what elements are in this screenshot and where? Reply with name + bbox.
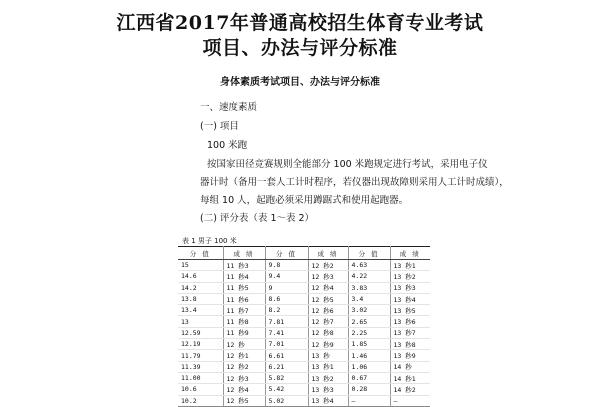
- table-row: [178, 316, 430, 327]
- score-cell: 4.63: [348, 260, 390, 271]
- result-cell: 12 秒5: [308, 293, 348, 304]
- score-cell: 1.46: [348, 350, 390, 361]
- column-header: 成 绩: [390, 247, 430, 260]
- table-row: [178, 305, 430, 316]
- score-cell: 11.00: [178, 372, 223, 383]
- score-cell: 14.6: [178, 271, 223, 282]
- score-cell: 13.8: [178, 293, 223, 304]
- result-cell: 11 秒3: [223, 260, 265, 271]
- score-table-container: [178, 236, 430, 407]
- item-100m: 100 米跑: [207, 140, 248, 151]
- score-cell: 10.6: [178, 384, 223, 395]
- result-cell: 13 秒5: [390, 305, 430, 316]
- result-cell: 12 秒3: [308, 271, 348, 282]
- score-cell: 10.2: [178, 395, 223, 406]
- body-text-line: 按国家田径竞赛规则全能部分 100 米跑规定进行考试，采用电子仪: [207, 159, 488, 170]
- score-cell: 1.85: [348, 339, 390, 350]
- table-row: [178, 361, 430, 372]
- result-cell: 12 秒8: [308, 327, 348, 338]
- table-row: [178, 293, 430, 304]
- table-row: [178, 384, 430, 395]
- score-cell: 7.01: [265, 339, 308, 350]
- result-cell: 13 秒2: [390, 271, 430, 282]
- heading-item: (一) 项目: [200, 121, 239, 132]
- score-cell: 11.39: [178, 361, 223, 372]
- result-cell: 12 秒9: [308, 339, 348, 350]
- table-caption: 表 1 男子 100 米: [182, 237, 237, 245]
- result-cell: 12 秒6: [308, 305, 348, 316]
- score-cell: 7.41: [265, 327, 308, 338]
- result-cell: 13 秒1: [390, 260, 430, 271]
- table-row: [178, 372, 430, 383]
- score-cell: —: [348, 395, 390, 406]
- table-row: [178, 350, 430, 361]
- score-cell: 3.02: [348, 305, 390, 316]
- result-cell: 14 秒: [390, 361, 430, 372]
- score-cell: 6.61: [265, 350, 308, 361]
- score-cell: 6.21: [265, 361, 308, 372]
- score-cell: 8.6: [265, 293, 308, 304]
- score-cell: 9.8: [265, 260, 308, 271]
- result-cell: 13 秒4: [308, 395, 348, 406]
- table-row: [178, 282, 430, 293]
- result-cell: 12 秒1: [223, 350, 265, 361]
- result-cell: 11 秒8: [223, 316, 265, 327]
- result-cell: 12 秒2: [223, 361, 265, 372]
- result-cell: 13 秒3: [390, 282, 430, 293]
- result-cell: 12 秒4: [223, 384, 265, 395]
- section-title: 身体素质考试项目、办法与评分标准: [220, 77, 380, 88]
- score-cell: 12.59: [178, 327, 223, 338]
- result-cell: 13 秒4: [390, 293, 430, 304]
- result-cell: 13 秒8: [390, 339, 430, 350]
- score-cell: 5.82: [265, 372, 308, 383]
- column-header: 成 绩: [223, 247, 265, 260]
- document-subtitle: 项目、办法与评分标准: [202, 37, 398, 59]
- score-cell: 3.83: [348, 282, 390, 293]
- score-cell: 5.42: [265, 384, 308, 395]
- result-cell: 12 秒5: [223, 395, 265, 406]
- table-body: [178, 260, 430, 407]
- result-cell: 12 秒2: [308, 260, 348, 271]
- result-cell: 11 秒9: [223, 327, 265, 338]
- score-cell: 1.06: [348, 361, 390, 372]
- score-cell: 11.79: [178, 350, 223, 361]
- result-cell: 12 秒4: [308, 282, 348, 293]
- body-text-line: 器计时（备用一套人工计时程序，若仪器出现故障则采用人工计时成绩），: [200, 177, 509, 188]
- document-title: 江西省2017年普通高校招生体育专业考试: [116, 12, 484, 34]
- score-cell: 8.2: [265, 305, 308, 316]
- result-cell: 11 秒5: [223, 282, 265, 293]
- score-cell: 0.67: [348, 372, 390, 383]
- score-table: [178, 246, 430, 407]
- score-cell: 7.81: [265, 316, 308, 327]
- result-cell: 13 秒7: [390, 327, 430, 338]
- score-cell: 15: [178, 260, 223, 271]
- table-header-row: [178, 247, 430, 260]
- result-cell: 14 秒2: [390, 384, 430, 395]
- result-cell: 13 秒1: [308, 361, 348, 372]
- score-cell: 14.2: [178, 282, 223, 293]
- score-cell: 5.02: [265, 395, 308, 406]
- result-cell: 12 秒7: [308, 316, 348, 327]
- table-row: [178, 260, 430, 271]
- score-cell: 13: [178, 316, 223, 327]
- score-cell: 2.25: [348, 327, 390, 338]
- result-cell: 13 秒2: [308, 372, 348, 383]
- score-cell: 2.65: [348, 316, 390, 327]
- result-cell: 13 秒6: [390, 316, 430, 327]
- column-header: 分 值: [348, 247, 390, 260]
- table-row: [178, 395, 430, 406]
- column-header: 成 绩: [308, 247, 348, 260]
- result-cell: 13 秒3: [308, 384, 348, 395]
- column-header: 分 值: [178, 247, 223, 260]
- heading-score-table: (二) 评分表（表 1～表 2）: [200, 213, 315, 224]
- result-cell: 11 秒6: [223, 293, 265, 304]
- body-text-line: 每组 10 人，起跑必须采用蹲踞式和使用起跑器。: [200, 195, 409, 206]
- score-cell: 3.4: [348, 293, 390, 304]
- score-cell: 12.19: [178, 339, 223, 350]
- result-cell: 14 秒1: [390, 372, 430, 383]
- table-row: [178, 327, 430, 338]
- result-cell: 13 秒9: [390, 350, 430, 361]
- table-row: [178, 339, 430, 350]
- score-cell: 9: [265, 282, 308, 293]
- heading-speed-quality: 一、速度素质: [200, 102, 258, 113]
- score-cell: 13.4: [178, 305, 223, 316]
- result-cell: 12 秒3: [223, 372, 265, 383]
- score-cell: 4.22: [348, 271, 390, 282]
- result-cell: —: [390, 395, 430, 406]
- score-cell: 0.28: [348, 384, 390, 395]
- column-header: 分 值: [265, 247, 308, 260]
- table-row: [178, 271, 430, 282]
- result-cell: 12 秒: [223, 339, 265, 350]
- result-cell: 11 秒7: [223, 305, 265, 316]
- score-cell: 9.4: [265, 271, 308, 282]
- result-cell: 11 秒4: [223, 271, 265, 282]
- result-cell: 13 秒: [308, 350, 348, 361]
